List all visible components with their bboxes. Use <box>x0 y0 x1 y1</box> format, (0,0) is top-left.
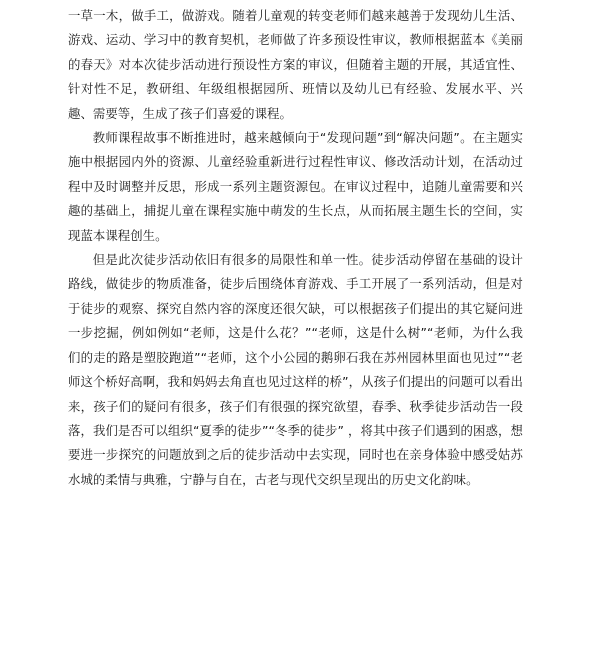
paragraph-2: 教师课程故事不断推进时，越来越倾向于“发现问题”到“解决问题”。在主题实施中根据园内外的资源、儿童经验重新进行过程性审议、修改活动计划，在活动过程中及时调整并反思，形成一系列主题资源包。在审议过程中，追随儿童需要和兴趣的基础上，捕捉儿童在课程实施中萌发的生长点，从而拓展主题生长的空间，实现蓝本课程创生。 <box>68 130 523 243</box>
document-body <box>68 4 523 492</box>
paragraph-1: 一草一木，做手工，做游戏。随着儿童观的转变老师们越来越善于发现幼儿生活、游戏、运动、学习中的教育契机，老师做了许多预设性审议，教师根据蓝本《美丽的春天》对本次徒步活动进行预设性方案的审议，但随着主题的开展，其适宜性、针对性不足，教研组、年级组根据园所、班情以及幼儿已有经验、发展水平、兴趣、需要等，生成了孩子们喜爱的课程。 <box>68 8 523 121</box>
paragraph-3: 但是此次徒步活动依旧有很多的局限性和单一性。徒步活动停留在基础的设计路线，做徒步的物质准备，徒步后围绕体育游戏、手工开展了一系列活动，但是对于徒步的观察、探究自然内容的深度还很欠缺，可以根据孩子们提出的其它疑问进一步挖掘，例如例如“老师，这是什么花？”“老师，这是什么树”“老师，为什么我们的走的路是塑胶跑道”“老师，这个小公园的鹅卵石我在苏州园林里面也见过”“老师这个桥好高啊，我和妈妈去角直也见过这样的桥”，从孩子们提出的问题可以看出来，孩子们的疑问有很多，孩子们有很强的探究欲望，春季、秋季徒步活动告一段落，我们是否可以组织“夏季的徒步”“冬季的徒步” ，将其中孩子们遇到的困惑，想要进一步探究的问题放到之后的徒步活动中去实现，同时也在亲身体验中感受姑苏水城的柔情与典雅，宁静与自在，古老与现代交织呈现出的历史文化韵味。 <box>68 252 523 487</box>
